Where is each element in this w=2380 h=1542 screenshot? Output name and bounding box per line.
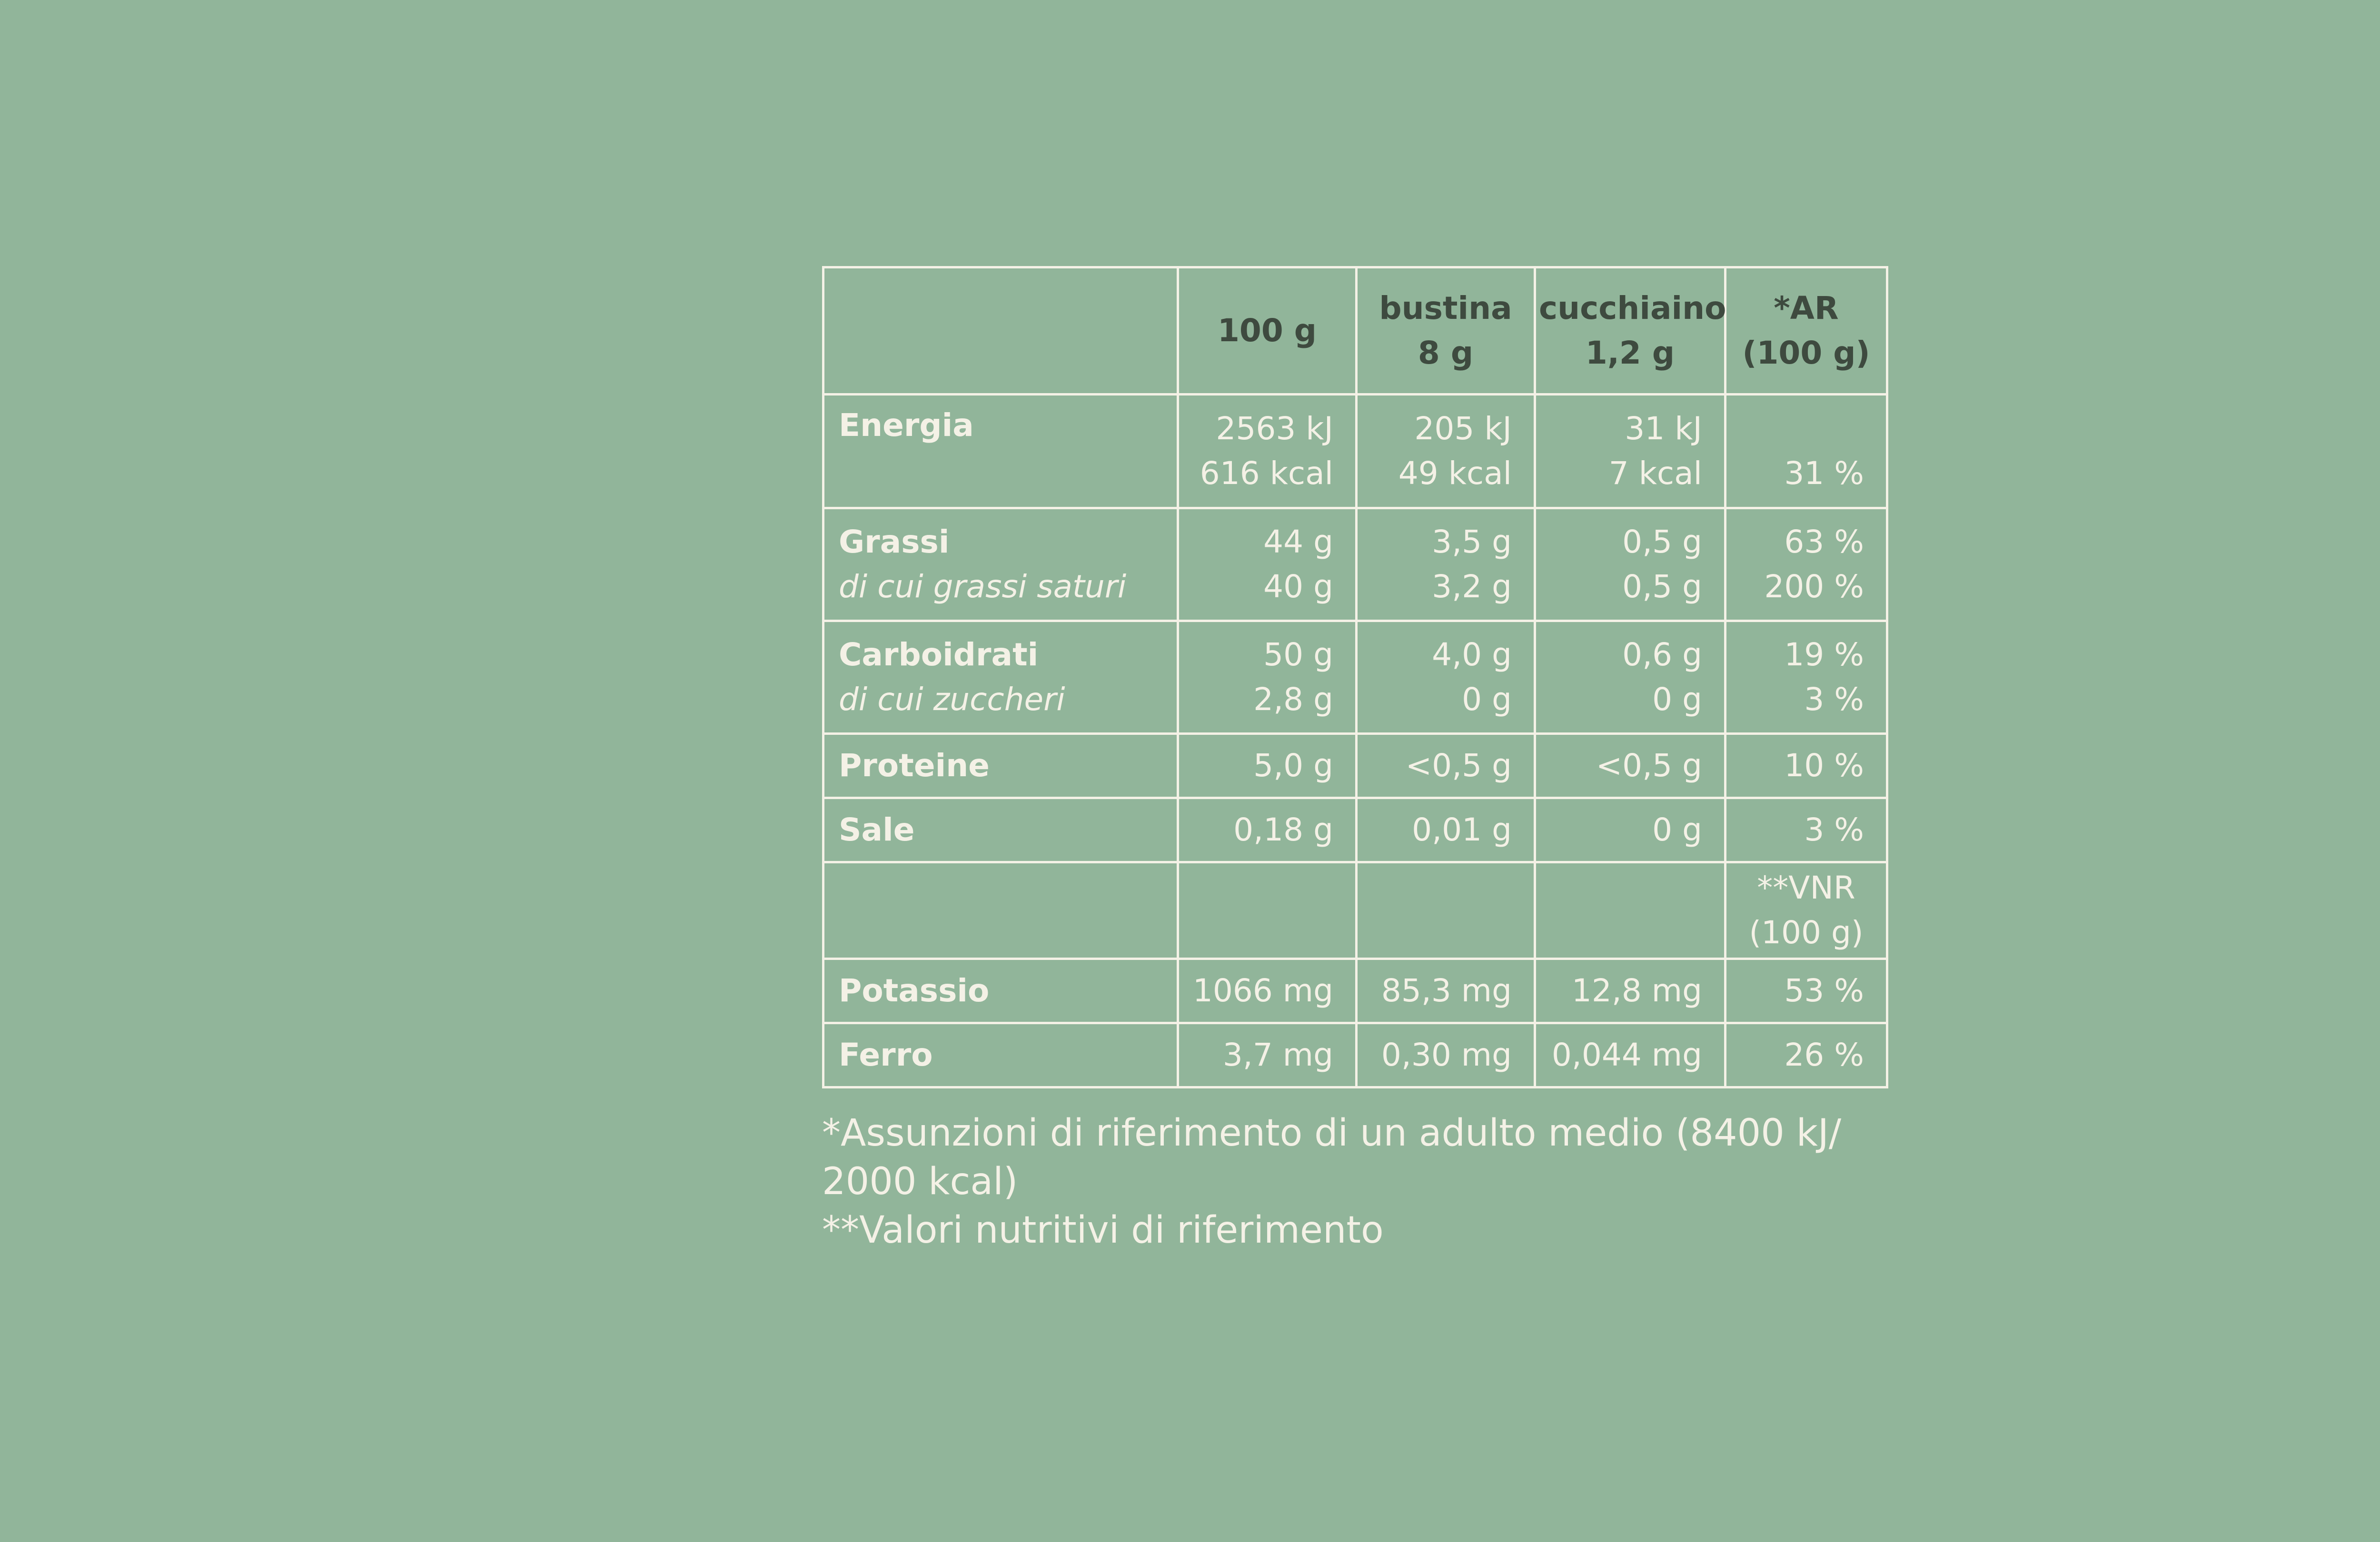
cell-cucchiaino: 0,5 g 0,5 g	[1535, 508, 1726, 621]
footnotes	[822, 1109, 1917, 1255]
cell-cucchiaino: <0,5 g	[1535, 734, 1726, 798]
cell-bustina: <0,5 g	[1357, 734, 1535, 798]
cell-cucchiaino: 31 kJ 7 kcal	[1535, 395, 1726, 508]
row-label: Carboidrati di cui zuccheri	[823, 621, 1178, 734]
footnote-vnr: **Valori nutritivi di riferimento	[822, 1209, 1384, 1252]
cell-ar: 31 %	[1726, 395, 1887, 508]
row-grassi	[823, 508, 1887, 621]
empty-cell	[1535, 862, 1726, 959]
footnote-ar-line2: 2000 kcal)	[822, 1160, 1018, 1203]
header-row	[823, 267, 1887, 395]
empty-cell	[823, 862, 1178, 959]
cell-100g: 1066 mg	[1178, 959, 1357, 1023]
row-label: Grassi di cui grassi saturi	[823, 508, 1178, 621]
cell-ar: 19 % 3 %	[1726, 621, 1887, 734]
cell-ar: 26 %	[1726, 1023, 1887, 1087]
cell-bustina: 205 kJ 49 kcal	[1357, 395, 1535, 508]
row-label: Potassio	[823, 959, 1178, 1023]
header-bustina: bustina 8 g	[1357, 267, 1535, 395]
cell-cucchiaino: 12,8 mg	[1535, 959, 1726, 1023]
cell-bustina: 0,30 mg	[1357, 1023, 1535, 1087]
row-energia	[823, 395, 1887, 508]
row-label: Energia	[823, 395, 1178, 508]
row-label: Ferro	[823, 1023, 1178, 1087]
row-ferro	[823, 1023, 1887, 1087]
footnote-ar-line1: *Assunzioni di riferimento di un adulto medio (8400 kJ/	[822, 1112, 1842, 1155]
cell-cucchiaino: 0,044 mg	[1535, 1023, 1726, 1087]
nutrition-table	[822, 266, 1888, 1088]
row-label: Sale	[823, 798, 1178, 862]
row-proteine	[823, 734, 1887, 798]
cell-bustina: 3,5 g 3,2 g	[1357, 508, 1535, 621]
cell-100g: 0,18 g	[1178, 798, 1357, 862]
cell-100g: 44 g 40 g	[1178, 508, 1357, 621]
cell-ar: 3 %	[1726, 798, 1887, 862]
row-sale	[823, 798, 1887, 862]
cell-cucchiaino: 0,6 g 0 g	[1535, 621, 1726, 734]
empty-cell	[1357, 862, 1535, 959]
row-carboidrati	[823, 621, 1887, 734]
row-vnr-header	[823, 862, 1887, 959]
cell-100g: 3,7 mg	[1178, 1023, 1357, 1087]
header-100g: 100 g	[1178, 267, 1357, 395]
vnr-header-cell: **VNR (100 g)	[1726, 862, 1887, 959]
cell-100g: 2563 kJ 616 kcal	[1178, 395, 1357, 508]
row-potassio	[823, 959, 1887, 1023]
cell-100g: 50 g 2,8 g	[1178, 621, 1357, 734]
empty-cell	[1178, 862, 1357, 959]
cell-ar: 53 %	[1726, 959, 1887, 1023]
cell-bustina: 0,01 g	[1357, 798, 1535, 862]
row-label: Proteine	[823, 734, 1178, 798]
header-ar: *AR (100 g)	[1726, 267, 1887, 395]
cell-ar: 63 % 200 %	[1726, 508, 1887, 621]
cell-bustina: 85,3 mg	[1357, 959, 1535, 1023]
header-cucchiaino: cucchiaino 1,2 g	[1535, 267, 1726, 395]
cell-cucchiaino: 0 g	[1535, 798, 1726, 862]
cell-100g: 5,0 g	[1178, 734, 1357, 798]
cell-ar: 10 %	[1726, 734, 1887, 798]
cell-bustina: 4,0 g 0 g	[1357, 621, 1535, 734]
header-empty-cell	[823, 267, 1178, 395]
